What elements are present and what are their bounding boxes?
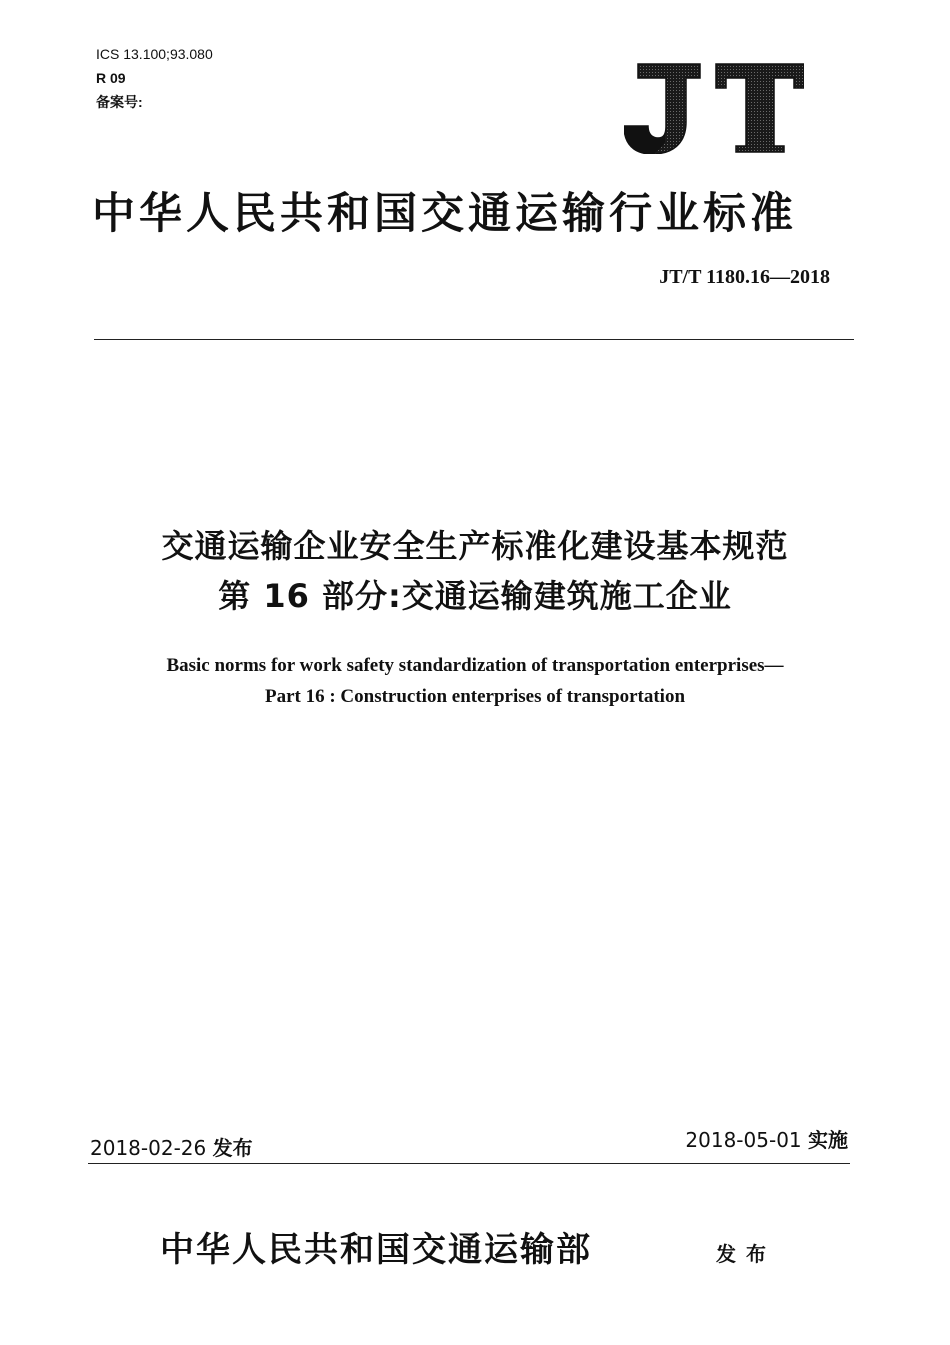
implementation-date-suffix: 实施 (808, 1128, 848, 1152)
publisher-name: 中华人民共和国交通运输部 (160, 1230, 592, 1270)
english-title-line-2: Part 16 : Construction enterprises of transportation (264, 686, 686, 707)
implementation-date (685, 1124, 848, 1153)
issue-date-value: 2018-02-26 (90, 1136, 207, 1160)
issue-date (90, 1132, 253, 1161)
chinese-title-line-1: 交通运输企业安全生产标准化建设基本规范 (161, 527, 789, 565)
english-title-line-1: Basic norms for work safety standardization of transportation enterprises— (166, 655, 784, 676)
ccs-code: R 09 (96, 70, 126, 86)
implementation-date-value: 2018-05-01 (685, 1128, 802, 1152)
header-divider (94, 339, 854, 340)
industry-standard-title: 中华人民共和国交通运输行业标准 (92, 189, 797, 239)
standard-number: JT/T 1180.16—2018 (659, 266, 830, 288)
publish-label: 发布 (716, 1242, 776, 1266)
jt-logo (624, 62, 804, 154)
issue-date-suffix: 发布 (212, 1136, 253, 1160)
standard-metadata (96, 42, 213, 114)
filing-number-label: 备案号: (96, 94, 143, 110)
footer-divider (88, 1163, 850, 1164)
chinese-title-line-2: 第 16 部分:交通运输建筑施工企业 (218, 577, 732, 615)
ics-code: ICS 13.100;93.080 (96, 46, 213, 62)
